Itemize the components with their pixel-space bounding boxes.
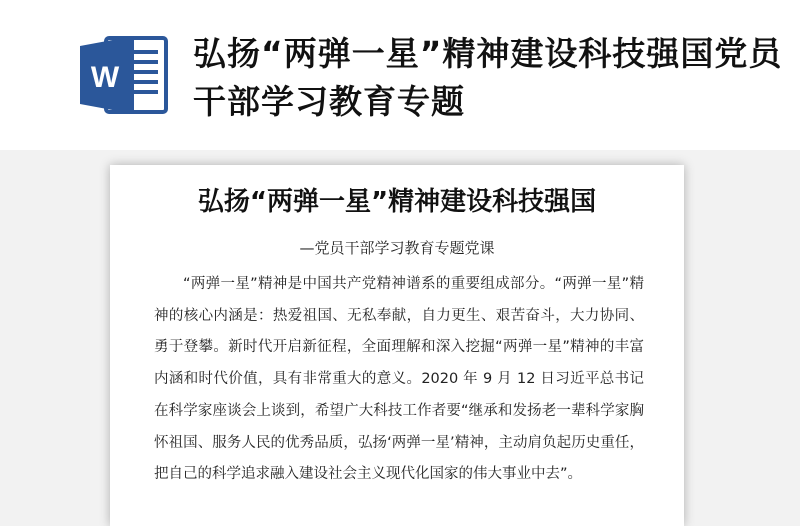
document-subtitle: —党员干部学习教育专题党课 (299, 239, 495, 257)
word-icon-letter: W (90, 61, 120, 94)
page-title: 弘扬“两弹一星”精神建设科技强国党员干部学习教育专题 (193, 34, 783, 121)
document-title: 弘扬“两弹一星”精神建设科技强国 (197, 187, 597, 217)
header-banner (0, 0, 800, 150)
document-page (110, 165, 684, 526)
word-icon (78, 34, 170, 116)
document-paragraph: “两弹一星”精神是中国共产党精神谱系的重要组成部分。“两弹一星”精神的核心内涵是：热爱祖国、无私奉献，自力更生、艰苦奋斗，大力协同、勇于登攀。新时代开启新征程，全面理解和深入挖掘“两弹一星”精神的丰富内涵和时代价值，具有非常重大的意义。2020 年 9 月 12 日习近平总书记在科学家座谈会上谈到，希望广大科技工作者要“继承和发扬老一辈科学家胸怀祖国、服务人民的优秀品质，弘扬‘两弹一星’精神，主动肩负起历史重任，把自己的科学追求融入建设社会主义现代化国家的伟大事业中去”。 (154, 276, 644, 483)
